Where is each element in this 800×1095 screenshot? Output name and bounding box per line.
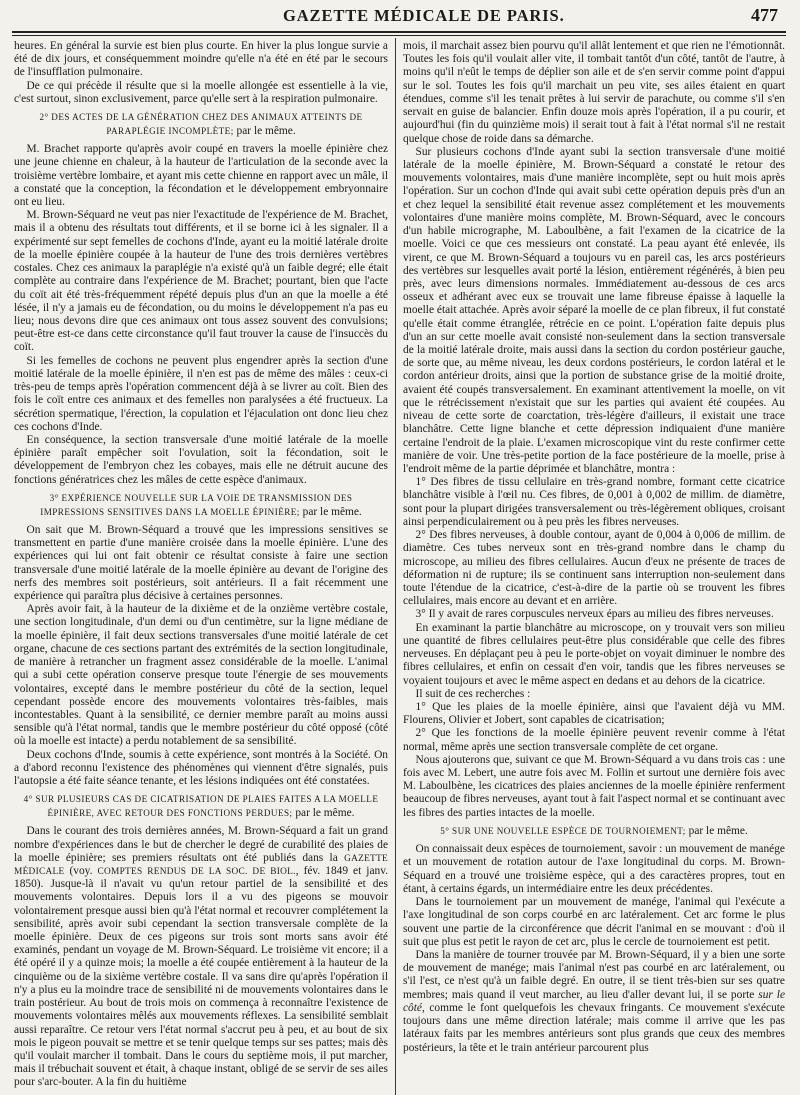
paragraph: On sait que M. Brown-Séquard a trouvé que les impressions sensitives se transmettent en partie d'une manière croisée dans la moelle épinière. L'une des expériences qui lui ont fait obtenir ce résultat consiste à faire une section transversale d'une moitié latérale de la moelle épinière au devant de l'origine des nerfs des membres soit postérieurs, soit antérieurs. Il a fait récemment une expérience qui paraîtra plus décisive à certaines personnes.: [14, 523, 388, 602]
paragraph-text: Dans la manière de tourner trouvée par M. Brown-Séquard, il y a bien une sorte de mouvement de manége; mais l'animal n'est pas courbé en arc latéralement, ou s'il l'est, ce n'est qu'à un faible degré. En outre, il se tient très-bien sur ses quatre membres; mais quand il veut marcher, au lieu d'aller devant lui, il se porte: [403, 949, 785, 1001]
paragraph: 2° Que les fonctions de la moelle épinière peuvent revenir comme à l'état normal, même après une section transversale complète de cet organe.: [403, 727, 785, 753]
paragraph: Deux cochons d'Inde, soumis à cette expérience, sont montrés à la Société. On a d'abord reconnu l'existence des phénomènes qui viennent d'être signalés, puis l'autopsie a été faite séance tenante, et les lésions indiquées ont été constatées.: [14, 748, 388, 788]
paragraph: 1° Que les plaies de la moelle épinière, ainsi que l'avaient déjà vu MM. Flourens, Olivier et Jobert, sont capables de cicatrisation;: [403, 700, 785, 727]
paragraph: mois, il marchait assez bien pourvu qu'il allât lentement et que rien ne l'émotionnât. Toutes les fois qu'il voulait aller vite, il tombait tantôt d'un côté, tantôt de l'autre, à moins qu'il n'eût le temps de déplier son aile et de s'en servir comme point d'appui sur le sol. Toutes les fois qu'il marchait un peu vite, ses ailes étaient en quart étendues, comme s'il les tenait prêtes à lui servir de parachute, ou comme s'il s'en servait en guise de balancier. Enfin douze mois après l'opération, il a pu courir, et aujourd'hui (fin du quinzième mois) il serait tout à fait à l'état normal s'il ne restait quelque chose de roide dans sa démarche.: [403, 40, 785, 145]
paragraph: M. Brachet rapporte qu'après avoir coupé en travers la moelle épinière chez une jeune chienne en chaleur, à la hauteur de l'articulation de la seconde avec la troisième vertèbre lombaire, et ayant mis cette chienne en rapport avec un mâle, il a constaté que la conception, la fécondation et le développement embryonnaire ont eu lieu.: [14, 143, 388, 209]
paragraph: 1° Des fibres de tissu cellulaire en très-grand nombre, formant cette cicatrice blanchâtre visible à l'œil nu. Ces fibres, de 0,001 à 0,002 de millim. de diamètre, sont pour la plupart dirigées transversalement ou très-légèrement obliques, croisant ainsi perpendiculairement ou à peu près les fibres nerveuses.: [403, 476, 785, 528]
section-byline: par le même.: [302, 505, 362, 518]
paragraph: En conséquence, la section transversale d'une moitié latérale de la moelle épinière paraît empêcher soit l'ovulation, soit la fécondation, soit le développement de l'embryon chez les cobayes, mais elle ne détruit aucune des fonctions génératrices chez les mâles de cette espèce d'animaux.: [14, 433, 388, 486]
section-heading: [21, 793, 381, 820]
paragraph: heures. En général la survie est bien plus courte. En hiver la plus longue survie a été de dix jours, et conséquemment moindre qu'elle n'a été en été par le secours de l'insufflation pulmonaire.: [14, 40, 388, 79]
paragraph: Sur plusieurs cochons d'Inde ayant subi la section transversale d'une moitié latérale de la moelle épinière, M. Brown-Séquard a constaté le retour des mouvements volontaires, mais d'une manière incomplète, sept ou huit mois après l'opération. Sur un cochon d'Inde qui avait subi cette opération depuis près d'un an et chez lequel la sensibilité était revenue assez complétement et les mouvements volontaires d'une manière moins complète, M. Brown-Séquard, avec le concours d'un habile micrographe, M. Laboulbène, a fait l'examen de la cicatrice de la moelle. Voici ce que ces messieurs ont constaté. La peau ayant été enlevée, ils virent, ce que M. Brown-Séquard a toujours vu en pareil cas, les arcs postérieurs des vertèbres sur lesquelles avait porté la lésion, entièrement régénérés, à bien peu près, avec leurs dimensions normales. Immédiatement au-dessous de ces arcs osseux et adhérant avec eux se trouvait une lame fibreuse épaisse à laquelle la moelle était attachée. Après avoir séparé la moelle de ce plan fibreux, il fut constaté qu'elle était comme étranglée, rétrécie en ce point. L'opération faite depuis plus d'un an sur cette moelle avait consisté non-seulement dans la section transversale de la moitié latérale droite, mais aussi dans la section du cordon postérieur gauche, de sorte que, au même niveau, les deux cordons postérieurs, le cordon latéral et le cordon antérieur droits, ainsi que la portion de substance grise de la moitié droite, avaient été coupés transversalement. En examinant attentivement la moelle, on vit que le rétrécissement n'existait que sur les parties qui avaient été coupées. Au niveau de cette sorte de coarctation, très-légère d'ailleurs, il existait une trace blanchâtre. Cette ligne blanche et cette dépression indiquaient d'une manière certaine l'endroit de la plaie. L'examen microscopique vint du reste confirmer cette manière de voir. Une très-petite portion de la face postérieure de la moelle, prise à l'endroit même de la partie déprimée et blanchâtre, montra :: [403, 145, 785, 475]
paragraph: Il suit de ces recherches :: [415, 687, 531, 700]
paragraph: De ce qui précède il résulte que si la moelle allongée est essentielle à la vie, c'est surtout, sinon exclusivement, parce qu'elle sert à la respiration pulmonaire.: [14, 79, 388, 105]
paragraph-text: Dans le courant des trois dernières années, M. Brown-Séquard a fait un grand nombre d'expériences dans le but de chercher le degré de curabilité des plaies de la moelle épinière; ses premiers résultats ont été publiés dans la: [14, 825, 388, 864]
paragraph: M. Brown-Séquard ne veut pas nier l'exactitude de l'expérience de M. Brachet, mais il a obtenu des résultats tout différents, et il se borne ici à les signaler. Il a expérimenté sur sept femelles de cochons d'Inde, ayant eu la moitié latérale droite de la moelle épinière coupée à la hauteur de l'une des trois dernières vertèbres costales. Chez ces animaux la paraplégie n'a existé qu'à un faible degré; elle était complète au contraire dans l'expérience de M. Brachet; pourtant, bien que l'acte du coït ait été très-fréquemment répété depuis plus d'un an que la moelle a été lésée, il n'y a jamais eu de fécondation, ou du moins le développement n'a pas eu lieu; nous devons dire que ces animaux ont tous assez souvent des convulsions; peut-être est-ce dans cette circonstance qu'il faut trouver la cause de l'insuccès du coït.: [14, 209, 388, 354]
paragraph: [14, 825, 388, 1089]
header-rule: [12, 31, 786, 36]
section-title: 4° SUR PLUSIEURS CAS DE CICATRISATION DE PLAIES FAITES A LA MOELLE ÉPINIÈRE, AVEC RETOUR DES FONCTIONS PERDUES;: [23, 794, 379, 819]
column-divider: [395, 38, 396, 1095]
page-number: 477: [751, 5, 778, 25]
paragraph-text: , fév. 1849 et janv. 1850). Jusque-là il n'avait vu qu'un retour partiel de la sensibilité et des mouvements volontaires. Depuis lors il a vu des pigeons se mouvoir volontairement presque aussi bien qu'à l'état normal et recouvrer complétement la sensibilité, après avoir subi cependant la section transversale complète de la moelle épinière. Deux de ces pigeons sur trois sont morts sans avoir été examinés, pendant un voyage de M. Brown-Séquard. Le troisième vit encore; il a été opéré il y a quinze mois; la moelle a été coupée entièrement à la hauteur de la cinquième ou de la sixième vertèbre costale. Il va sans dire qu'après l'opération il n'y a plus eu la moindre trace de sensibilité ni de mouvements volontaires dans le train postérieur. Au bout de trois mois on commença à reconnaître l'existence de mouvements volontaires mêlés aux mouvements réflexes. La sensibilité semblait aussi reparaître. Ce retour vers l'état normal s'accrut peu à peu, et au bout de six mois le pigeon pouvait se mettre et se tenir quelque temps sur ses pattes; mais dès qu'il voulait marcher il tombait. Dans le cours du septième mois, il put marcher, mais il trébuchait souvent et était, à chaque instant, obligé de se servir de ses ailes pour s'arc-bouter. A la fin du huitième: [14, 864, 388, 1089]
paragraph-text: , comme le font quelquefois les chevaux fringants. Ce mouvement s'exécute toujours dans une même direction latérale; mais comme il arrive que les pas latéraux faits par les membres antérieurs sont plus grands que ceux des membres postérieurs, la tête et le train antérieur parcourent plus: [403, 1001, 785, 1054]
paragraph: [403, 949, 785, 1055]
right-column: [403, 40, 785, 1092]
paragraph: Si les femelles de cochons ne peuvent plus engendrer après la section d'une moitié latérale de la moelle épinière, il n'en est pas de même des mâles : ceux-ci très-peu de temps après l'opération commencent déjà à se livrer au coït. Bien des fois le coït entre ces animaux et des femelles non paralysées a été fructueux. La sécrétion spermatique, l'érection, la copulation et l'éjaculation ont donc lieu chez ces cochons d'Inde.: [14, 354, 388, 433]
section-byline: par le même.: [295, 807, 355, 820]
paragraph-text: (voy.: [64, 864, 98, 877]
paragraph: Dans le tournoiement par un mouvement de manége, l'animal qui l'exécute a l'axe longitudinal de son corps courbé en arc latéralement. Cet arc forme le plus souvent une partie de la circonférence que décrit l'animal en se mouvant : d'où il suit que plus est petit le rayon de cet arc, plus le cercle de tournoiement est petit.: [403, 896, 785, 948]
section-heading: [21, 492, 381, 519]
section-title: 2° DES ACTES DE LA GÉNÉRATION CHEZ DES ANIMAUX ATTEINTS DE PARAPLÉGIE INCOMPLÈTE;: [39, 112, 363, 136]
section-title: 3° EXPÉRIENCE NOUVELLE SUR LA VOIE DE TRANSMISSION DES IMPRESSIONS SENSITIVES DANS LA MOELLE ÉPINIÈRE;: [40, 492, 353, 517]
paragraph: 2° Des fibres nerveuses, à double contour, ayant de 0,004 à 0,006 de millim. de diamètre. Ces tubes nerveux sont en très-grand nombre dans le champ du microscope, au milieu des fibres cellulaires. Aucun d'eux ne présente de traces de déformation ni de rupture; ils se continuent sans interruption non-seulement dans toute l'étendue de la cicatrice, c'est-à-dire de la partie où se trouvent les fibres cellulaires, mais encore au devant et en arrière.: [403, 529, 785, 608]
section-byline: par le même.: [236, 124, 296, 137]
paragraph: Nous ajouterons que, suivant ce que M. Brown-Séquard a vu dans trois cas : une fois avec M. Lebert, une autre fois avec M. Follin et surtout une dernière fois avec M. Laboulbène, les cicatrices des plaies anciennes de la moelle épinière renferment beaucoup de fibres nerveuses, ayant tout à fait l'aspect normal et se continuant avec les fibres des parties intactes de la moelle.: [403, 753, 785, 819]
section-byline: par le même.: [688, 825, 748, 838]
reference-title: COMPTES RENDUS DE LA SOC. DE BIOL.: [97, 866, 296, 877]
paragraph: Après avoir fait, à la hauteur de la dixième et de la onzième vertèbre costale, une section longitudinale, d'un demi ou d'un centimètre, sur la ligne médiane de la moelle épinière, il fait deux sections transversales d'une moitié latérale de cet organe, chacune de ces sections partant des extrémités de la section longitudinale, de manière à retrancher un fragment assez considérable de la moelle. L'animal qui a subi cette opération conserve presque toute l'énergie de ses mouvements volontaires, excepté dans le membre postérieur du côté de la section, lequel cependant possède encore des mouvements volontaires très-faibles, mais incontestables. Quant à la sensibilité, ce dernier membre paraît au moins aussi sensible qu'à l'état normal, tandis que le membre postérieur du côté opposé (côté où la moelle est intacte) a perdu notablement de sa sensibilité.: [14, 603, 388, 748]
paragraph: 3° Il y avait de rares corpuscules nerveux épars au milieu des fibres nerveuses.: [415, 608, 774, 621]
masthead-title: GAZETTE MÉDICALE DE PARIS.: [283, 6, 565, 25]
left-column: [14, 40, 388, 1092]
paragraph: On connaissait deux espèces de tournoiement, savoir : un mouvement de manége et un mouvement de rotation autour de l'axe longitudinal du corps. M. Brown-Séquard en a trouvé une troisième espèce, qui a des caractères propres, tout en étant, à certains égards, un intermédiaire entre les deux précédentes.: [403, 843, 785, 895]
section-heading: [21, 111, 381, 138]
journal-name: GAZETTE MÉDICALE: [14, 853, 388, 877]
emphasis-text: sur le côté: [403, 988, 785, 1014]
section-heading: [410, 825, 778, 839]
section-title: 5° SUR UNE NOUVELLE ESPÈCE DE TOURNOIEMENT;: [440, 826, 686, 837]
paragraph: En examinant la partie blanchâtre au microscope, on y trouvait vers son milieu une quantité de fibres cellulaires peut-être plus considérable que celle des fibres nerveuses. En déplaçant peu à peu le porte-objet on voyait diminuer le nombre des fibres cellulaires, et enfin on cessait d'en voir, tandis que les fibres nerveuses se voyaient toujours et avec le même aspect en dedans et au dehors de la cicatrice.: [403, 621, 785, 687]
